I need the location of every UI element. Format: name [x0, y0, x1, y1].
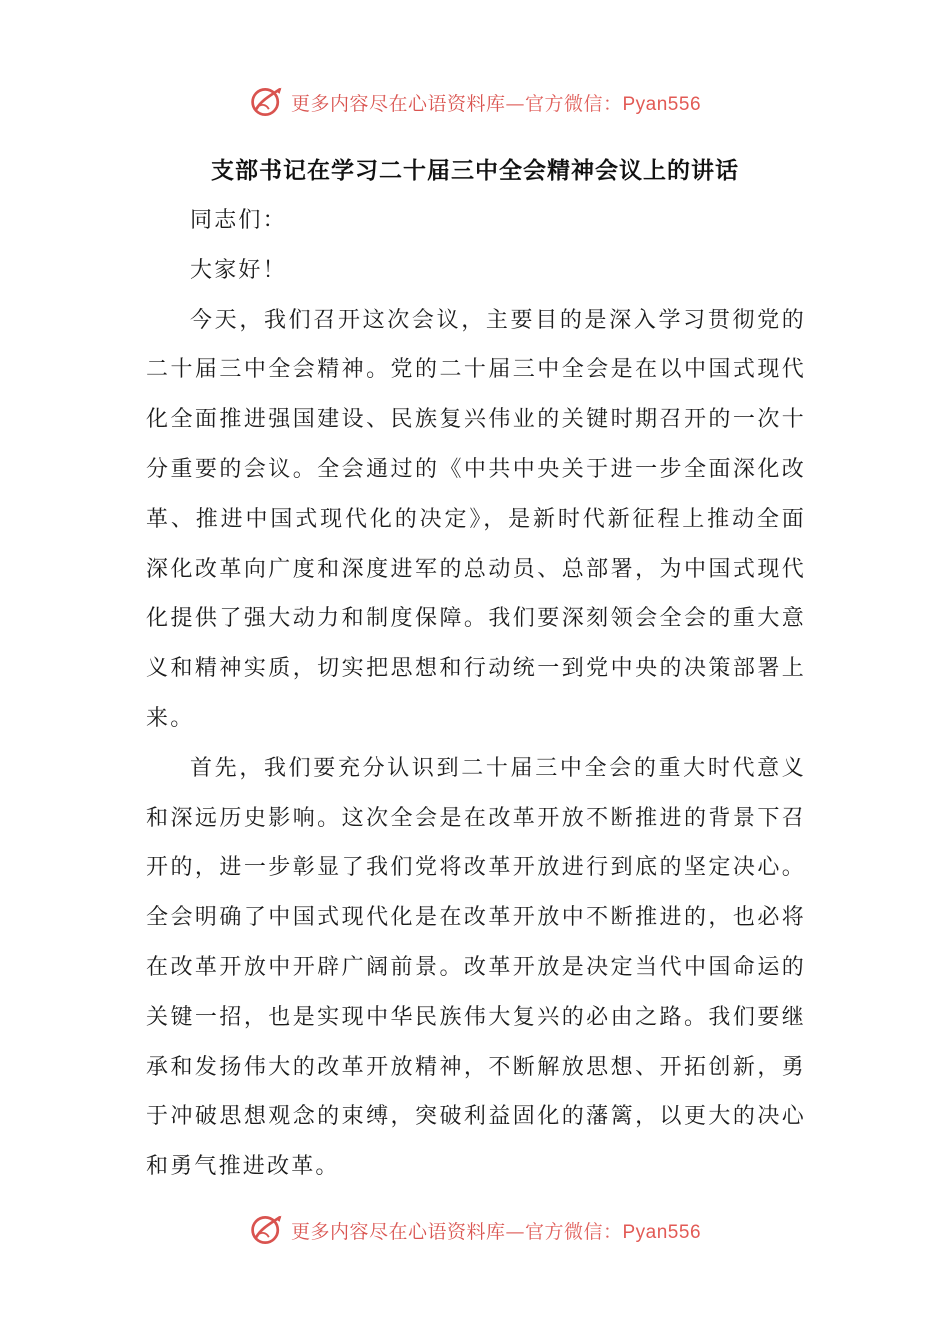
watermark-wechat-label: 官方微信： [524, 92, 623, 115]
paragraph-1: 今天，我们召开这次会议，主要目的是深入学习贯彻党的二十届三中全会精神。党的二十届三中全会是在以中国式现代化全面推进强国建设、民族复兴伟业的关键时期召开的一次十分重要的会议。全会通过的《中共中央关于进一步全面深化改革、推进中国式现代化的决定》，是新时代新征程上推动全面深化改革向广度和深度进军的总动员、总部署，为中国式现代化提供了强大动力和制度保障。我们要深刻领会全会的重大意义和精神实质，切实把思想和行动统一到党中央的决策部署上来。 [146, 307, 806, 731]
watermark-wechat-label: 官方微信： [524, 1220, 623, 1243]
pen-swirl-logo-icon [249, 84, 285, 120]
greeting: 大家好！ [190, 257, 287, 283]
watermark-wechat-id: Pyan556 [622, 93, 702, 115]
header-watermark-banner [0, 80, 950, 124]
watermark-site-text: 更多内容尽在心语资料库 [290, 92, 506, 115]
watermark-text [291, 89, 701, 116]
watermark-separator: — [505, 1220, 525, 1243]
watermark-separator: — [505, 92, 525, 115]
pen-swirl-logo-icon [249, 1212, 285, 1248]
watermark-text [291, 1217, 701, 1244]
paragraph-2: 首先，我们要充分认识到二十届三中全会的重大时代意义和深远历史影响。这次全会是在改革开放不断推进的背景下召开的，进一步彰显了我们党将改革开放进行到底的坚定决心。全会明确了中国式现代化是在改革开放中不断推进的，也必将在改革开放中开辟广阔前景。改革开放是决定当代中国命运的关键一招，也是实现中华民族伟大复兴的必由之路。我们要继承和发扬伟大的改革开放精神，不断解放思想、开拓创新，勇于冲破思想观念的束缚，突破利益固化的藩篱，以更大的决心和勇气推进改革。 [146, 755, 806, 1180]
watermark-site-text: 更多内容尽在心语资料库 [290, 1220, 506, 1243]
footer-watermark-banner [0, 1208, 950, 1252]
document-body [146, 196, 806, 1192]
watermark-wechat-id: Pyan556 [622, 1221, 702, 1243]
salutation: 同志们： [190, 208, 287, 233]
document-title: 支部书记在学习二十届三中全会精神会议上的讲话 [211, 158, 739, 184]
